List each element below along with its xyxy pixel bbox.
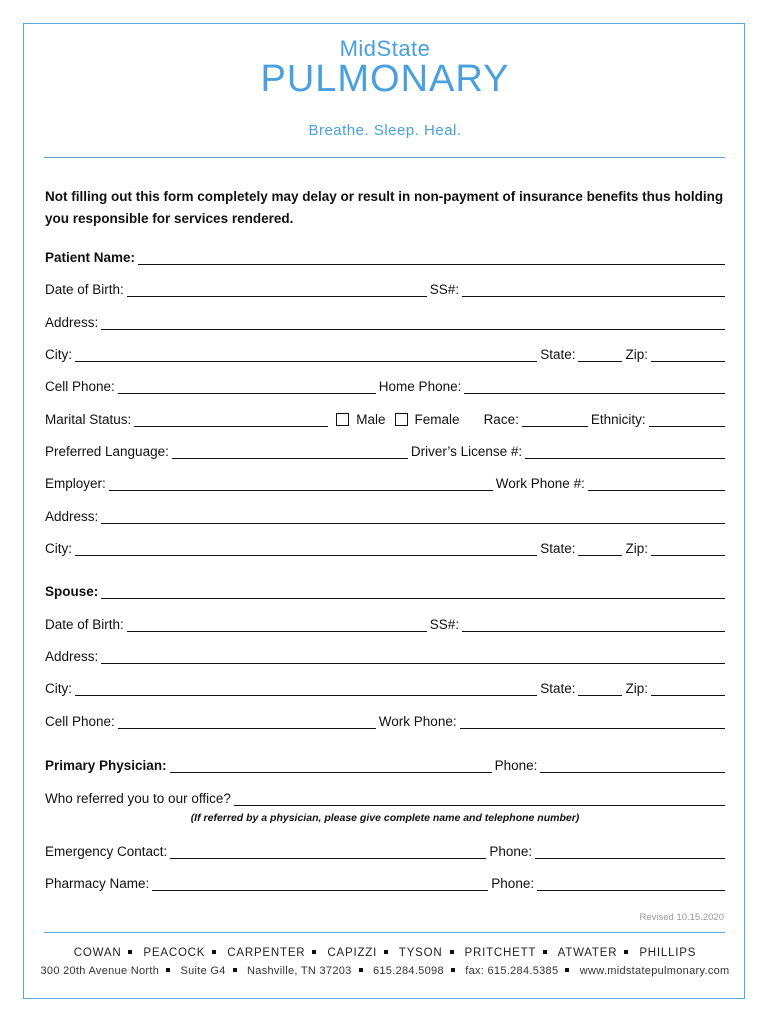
patient-phone-row xyxy=(45,376,725,394)
employer-state-label: State: xyxy=(540,541,576,556)
separator-dot xyxy=(166,968,170,972)
footer-name: ATWATER xyxy=(557,947,618,959)
office-phone: 615.284.5098 xyxy=(372,965,444,977)
spouse-state-field[interactable] xyxy=(578,681,622,696)
spouse-work-label: Work Phone: xyxy=(378,714,457,729)
employer-label: Employer: xyxy=(45,476,106,491)
ss-label: SS#: xyxy=(429,282,460,297)
physician-row xyxy=(45,755,725,773)
employer-city-field[interactable] xyxy=(75,541,537,556)
referred-field[interactable] xyxy=(234,791,725,806)
separator-dot xyxy=(451,968,455,972)
employer-address-label: Address: xyxy=(45,509,99,524)
tagline: Breathe. Sleep. Heal. xyxy=(308,122,462,139)
emergency-phone-label: Phone: xyxy=(489,844,533,859)
referred-row xyxy=(45,788,725,806)
race-label: Race: xyxy=(483,412,519,427)
employer-zip-label: Zip: xyxy=(625,541,648,556)
patient-address-row xyxy=(45,312,725,330)
spouse-cell-label: Cell Phone: xyxy=(45,714,115,729)
patient-name-label: Patient Name: xyxy=(45,250,136,265)
contact-info xyxy=(0,965,770,977)
footer-name: COWAN xyxy=(73,947,122,959)
separator-dot xyxy=(384,950,388,954)
spouse-dob-label: Date of Birth: xyxy=(45,617,124,632)
spouse-ss-field[interactable] xyxy=(462,617,725,632)
language-field[interactable] xyxy=(172,444,408,459)
male-checkbox[interactable] xyxy=(336,413,349,426)
ss-field[interactable] xyxy=(462,282,725,297)
state-label: State: xyxy=(540,347,576,362)
spouse-city-label: City: xyxy=(45,681,72,696)
separator-dot xyxy=(565,968,569,972)
race-field[interactable] xyxy=(522,412,588,427)
language-label: Preferred Language: xyxy=(45,444,169,459)
address-label: Address: xyxy=(45,315,99,330)
logo-midstate: MidState xyxy=(339,36,431,61)
pharmacy-field[interactable] xyxy=(152,876,488,891)
spouse-name-row xyxy=(45,581,725,599)
footer-name: TYSON xyxy=(398,947,443,959)
cell-phone-field[interactable] xyxy=(118,379,376,394)
spouse-dob-row xyxy=(45,614,725,632)
emergency-row xyxy=(45,841,725,859)
address-field[interactable] xyxy=(101,315,725,330)
physician-names xyxy=(0,947,770,959)
separator-dot xyxy=(128,950,132,954)
employer-address-field[interactable] xyxy=(101,509,725,524)
spouse-zip-field[interactable] xyxy=(651,681,725,696)
ethnicity-label: Ethnicity: xyxy=(590,412,646,427)
zip-field[interactable] xyxy=(651,347,725,362)
footer-name: CARPENTER xyxy=(227,947,306,959)
referral-note: (If referred by a physician, please give complete name and telephone number) xyxy=(190,812,580,824)
spouse-address-field[interactable] xyxy=(101,649,725,664)
pharmacy-row xyxy=(45,873,725,891)
employer-field[interactable] xyxy=(109,476,493,491)
physician-phone-label: Phone: xyxy=(494,758,538,773)
zip-label: Zip: xyxy=(625,347,648,362)
footer-divider xyxy=(44,932,725,933)
emergency-phone-field[interactable] xyxy=(535,844,725,859)
footer-name: CAPIZZI xyxy=(327,947,378,959)
work-phone-label: Work Phone #: xyxy=(495,476,585,491)
spouse-city-row xyxy=(45,678,725,696)
city-field[interactable] xyxy=(75,347,537,362)
employer-city-row xyxy=(45,538,725,556)
physician-phone-field[interactable] xyxy=(540,758,725,773)
female-checkbox[interactable] xyxy=(395,413,408,426)
pharmacy-label: Pharmacy Name: xyxy=(45,876,150,891)
ethnicity-field[interactable] xyxy=(649,412,725,427)
pharmacy-phone-label: Phone: xyxy=(491,876,535,891)
revised-date: Revised 10.15.2020 xyxy=(639,912,724,923)
dob-field[interactable] xyxy=(127,282,427,297)
fax-number: fax: 615.284.5385 xyxy=(465,965,559,977)
separator-dot xyxy=(543,950,547,954)
marital-status-field[interactable] xyxy=(134,412,328,427)
license-field[interactable] xyxy=(525,444,725,459)
home-phone-field[interactable] xyxy=(464,379,725,394)
patient-employer-row xyxy=(45,473,725,491)
website-link[interactable]: www.midstatepulmonary.com xyxy=(579,965,730,977)
spouse-name-field[interactable] xyxy=(101,584,725,599)
separator-dot xyxy=(359,968,363,972)
spouse-dob-field[interactable] xyxy=(127,617,427,632)
footer-name: PRITCHETT xyxy=(464,947,537,959)
male-label: Male xyxy=(356,412,386,427)
spouse-zip-label: Zip: xyxy=(625,681,648,696)
spouse-label: Spouse: xyxy=(45,584,99,599)
separator-dot xyxy=(450,950,454,954)
patient-dob-row xyxy=(45,279,725,297)
employer-state-field[interactable] xyxy=(578,541,622,556)
warning-text: Not filling out this form completely may delay or result in non-payment of insurance benefits thus holding you responsible for services rendered. xyxy=(45,189,724,226)
patient-marital-row xyxy=(45,409,725,427)
cell-phone-label: Cell Phone: xyxy=(45,379,115,394)
employer-address-row xyxy=(45,506,725,524)
spouse-address-row xyxy=(45,646,725,664)
footer-name: PEACOCK xyxy=(143,947,206,959)
separator-dot xyxy=(312,950,316,954)
patient-name-row xyxy=(45,247,725,265)
marital-status-label: Marital Status: xyxy=(45,412,132,427)
patient-language-row xyxy=(45,441,725,459)
female-label: Female xyxy=(414,412,460,427)
employer-city-label: City: xyxy=(45,541,72,556)
city-label: City: xyxy=(45,347,72,362)
separator-dot xyxy=(233,968,237,972)
dob-label: Date of Birth: xyxy=(45,282,124,297)
suite: Suite G4 xyxy=(180,965,226,977)
header-divider xyxy=(44,157,725,158)
city-state-zip: Nashville, TN 37203 xyxy=(247,965,352,977)
physician-field[interactable] xyxy=(170,758,492,773)
spouse-phone-row xyxy=(45,711,725,729)
work-phone-field[interactable] xyxy=(588,476,725,491)
spouse-address-label: Address: xyxy=(45,649,99,664)
spouse-work-field[interactable] xyxy=(460,714,725,729)
spouse-ss-label: SS#: xyxy=(429,617,460,632)
logo-pulmonary: PULMONARY xyxy=(260,58,510,100)
patient-name-field[interactable] xyxy=(138,250,725,265)
physician-label: Primary Physician: xyxy=(45,758,167,773)
referred-label: Who referred you to our office? xyxy=(45,791,231,806)
employer-zip-field[interactable] xyxy=(651,541,725,556)
spouse-state-label: State: xyxy=(540,681,576,696)
street-address: 300 20th Avenue North xyxy=(40,965,160,977)
emergency-contact-field[interactable] xyxy=(170,844,486,859)
separator-dot xyxy=(212,950,216,954)
emergency-contact-label: Emergency Contact: xyxy=(45,844,168,859)
patient-city-row xyxy=(45,344,725,362)
spouse-cell-field[interactable] xyxy=(118,714,376,729)
license-label: Driver’s License #: xyxy=(410,444,523,459)
state-field[interactable] xyxy=(578,347,622,362)
separator-dot xyxy=(624,950,628,954)
pharmacy-phone-field[interactable] xyxy=(537,876,725,891)
footer-name: PHILLIPS xyxy=(639,947,697,959)
spouse-city-field[interactable] xyxy=(75,681,537,696)
home-phone-label: Home Phone: xyxy=(378,379,462,394)
